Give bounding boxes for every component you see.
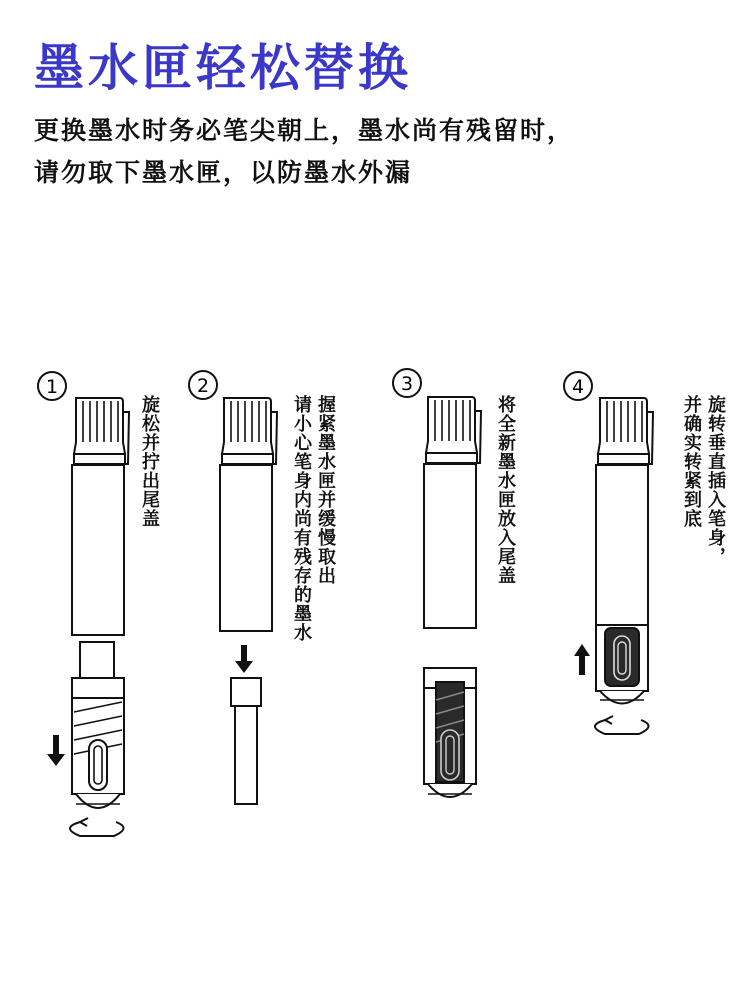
step-4-instruction-col1: 旋转垂直插入笔身， [705, 395, 726, 566]
step-2-instruction-col2: 请小心笔身内尚有残存的墨水 [291, 395, 312, 642]
step-1-tail-cap [72, 678, 124, 808]
step-1-number: 1 [45, 376, 59, 398]
step-2-down-arrow [235, 645, 253, 673]
step-2-cartridge [231, 678, 261, 804]
instruction-line-2: 请勿取下墨水匣，以防墨水外漏 [34, 158, 413, 187]
step-1-cartridge-end [80, 642, 114, 678]
step-3-number: 3 [400, 373, 414, 395]
step-3-pen-cap [426, 397, 481, 463]
step-4 [564, 372, 653, 734]
step-4-assembled-pen [596, 465, 648, 704]
step-3-pen-body [424, 464, 476, 628]
step-2-instruction-col1: 握紧墨水匣并缓慢取出 [315, 395, 336, 585]
step-4-number: 4 [571, 376, 585, 398]
step-1-rotate-arrow [70, 818, 124, 836]
step-2-pen-cap [222, 398, 277, 464]
step-3-instruction: 将全新墨水匣放入尾盖 [495, 395, 516, 585]
step-4-rotate-arrow [595, 716, 649, 734]
step-3-tail-with-cartridge [424, 668, 476, 797]
step-4-pen-cap [598, 398, 653, 464]
page-title: 墨水匣轻松替换 [34, 39, 412, 97]
step-1-pen-body [72, 465, 124, 635]
step-2-pen-body [220, 465, 272, 631]
step-2-number: 2 [196, 375, 210, 397]
step-2 [189, 371, 277, 804]
step-1-pen-cap [74, 398, 129, 464]
step-4-instruction-col2: 并确实转紧到底 [681, 395, 702, 528]
step-3 [393, 369, 481, 797]
instruction-line-1: 更换墨水时务必笔尖朝上，墨水尚有残留时， [34, 116, 575, 145]
step-1-down-arrow [47, 735, 65, 766]
step-1 [38, 372, 129, 836]
step-1-instruction: 旋松并拧出尾盖 [139, 395, 160, 528]
step-4-up-arrow [574, 644, 590, 675]
